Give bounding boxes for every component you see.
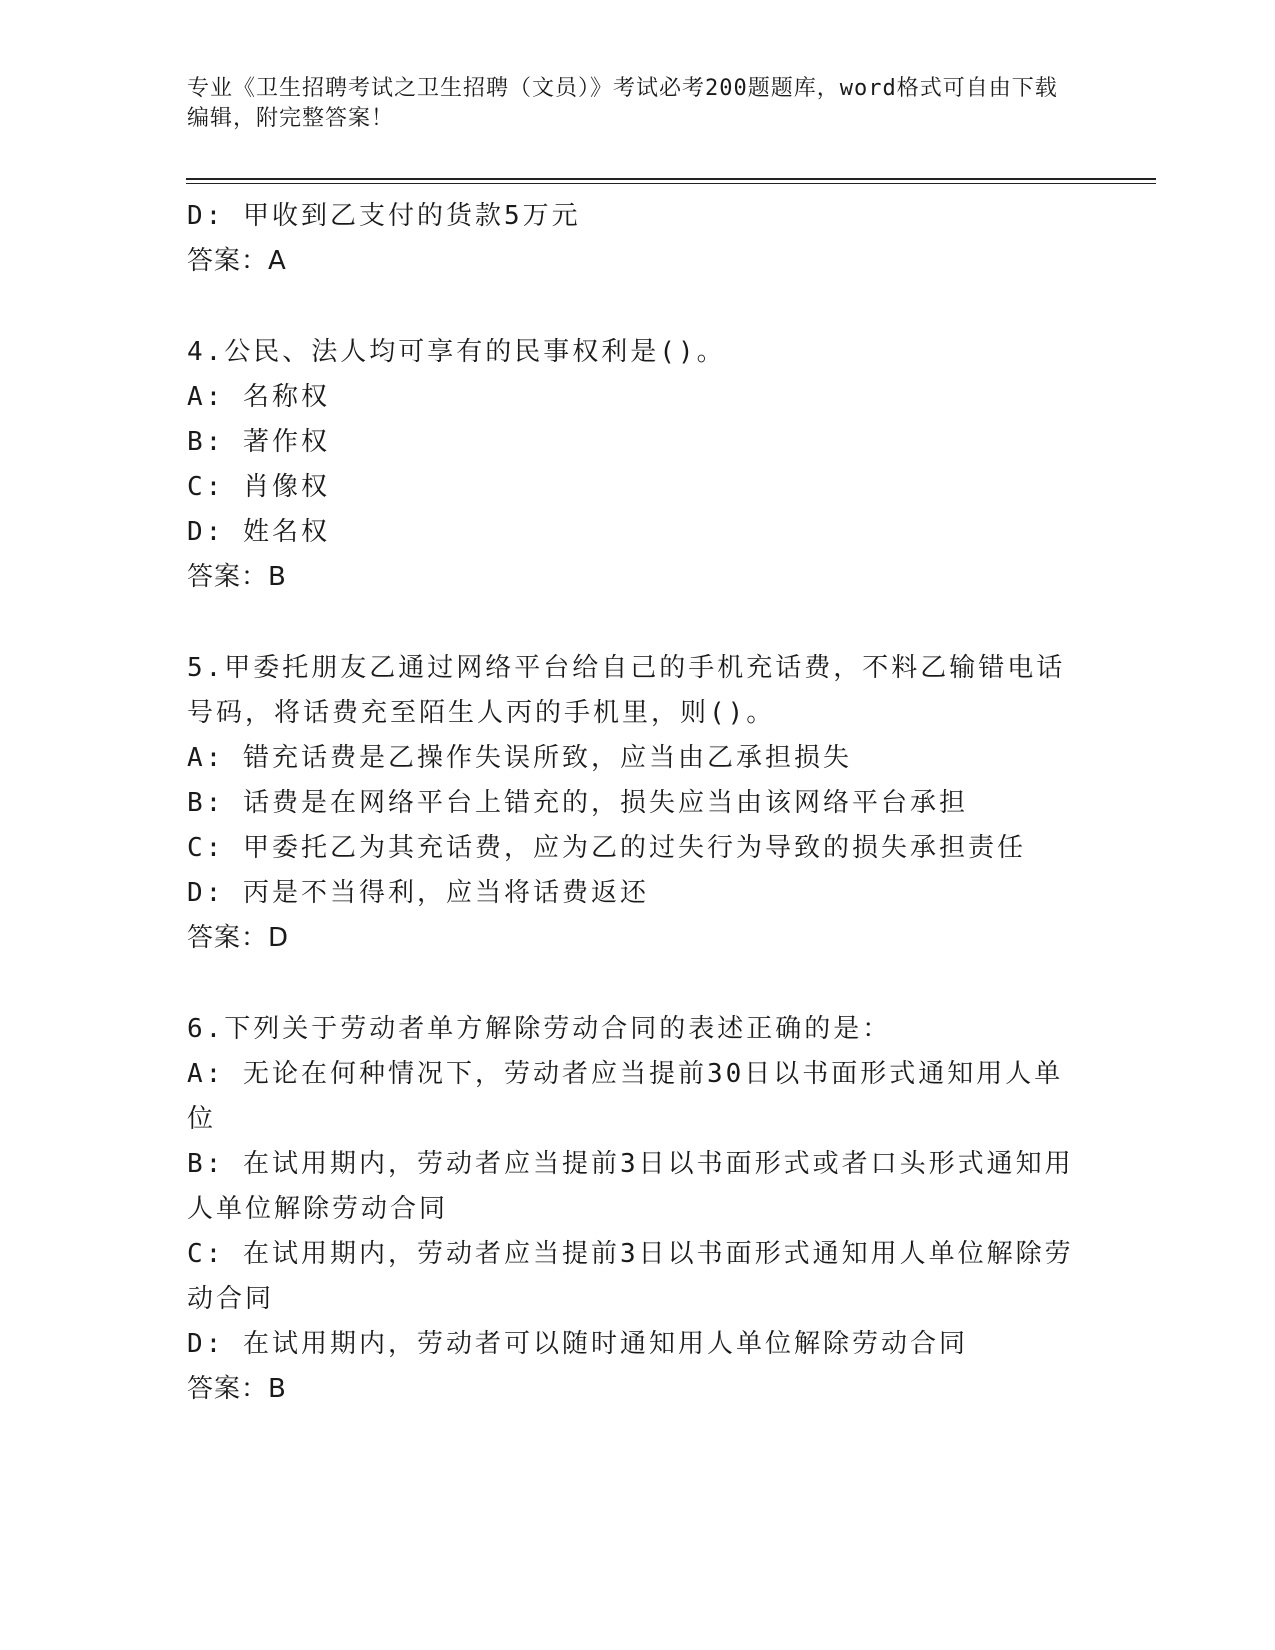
option-b: B: 著作权 (187, 427, 330, 457)
option-c: C: 甲委托乙为其充话费，应为乙的过失行为导致的损失承担责任 (187, 833, 1026, 863)
question-5 (187, 646, 1087, 961)
spacer (187, 961, 1087, 1007)
question-6 (187, 1007, 1087, 1412)
document-header (187, 74, 1077, 134)
option-c: C: 在试用期内，劳动者应当提前3日以书面形式通知用人单位解除劳动合同 (187, 1239, 1074, 1314)
carryover-question (187, 194, 1087, 284)
question-stem: 4.公民、法人均可享有的民事权利是()。 (187, 337, 726, 367)
answer-line: 答案：D (187, 923, 290, 953)
question-4 (187, 330, 1087, 600)
answer-line: 答案：B (187, 562, 287, 592)
answer-line: 答案：B (187, 1374, 287, 1404)
option-d: D: 在试用期内，劳动者可以随时通知用人单位解除劳动合同 (187, 1329, 968, 1359)
answer-line: 答案：A (187, 246, 287, 276)
spacer (187, 284, 1087, 330)
option-d: D: 甲收到乙支付的货款5万元 (187, 201, 581, 231)
spacer (187, 600, 1087, 646)
header-rule-thin (186, 183, 1156, 184)
option-b: B: 在试用期内，劳动者应当提前3日以书面形式或者口头形式通知用人单位解除劳动合同 (187, 1149, 1074, 1224)
option-d: D: 丙是不当得利，应当将话费返还 (187, 878, 649, 908)
question-stem: 5.甲委托朋友乙通过网络平台给自己的手机充话费，不料乙输错电话号码，将话费充至陌生人丙的手机里，则()。 (187, 653, 1066, 728)
option-a: A: 名称权 (187, 382, 330, 412)
option-c: C: 肖像权 (187, 472, 330, 502)
option-b: B: 话费是在网络平台上错充的，损失应当由该网络平台承担 (187, 788, 968, 818)
option-a: A: 错充话费是乙操作失误所致，应当由乙承担损失 (187, 743, 852, 773)
option-d: D: 姓名权 (187, 517, 330, 547)
page-content (187, 194, 1087, 1412)
question-stem: 6.下列关于劳动者单方解除劳动合同的表述正确的是： (187, 1014, 892, 1044)
header-rule-thick (186, 178, 1156, 180)
header-text: 专业《卫生招聘考试之卫生招聘（文员）》考试必考200题题库，word格式可自由下载编辑，附完整答案！ (187, 76, 1058, 131)
option-a: A: 无论在何种情况下，劳动者应当提前30日以书面形式通知用人单位 (187, 1059, 1064, 1134)
